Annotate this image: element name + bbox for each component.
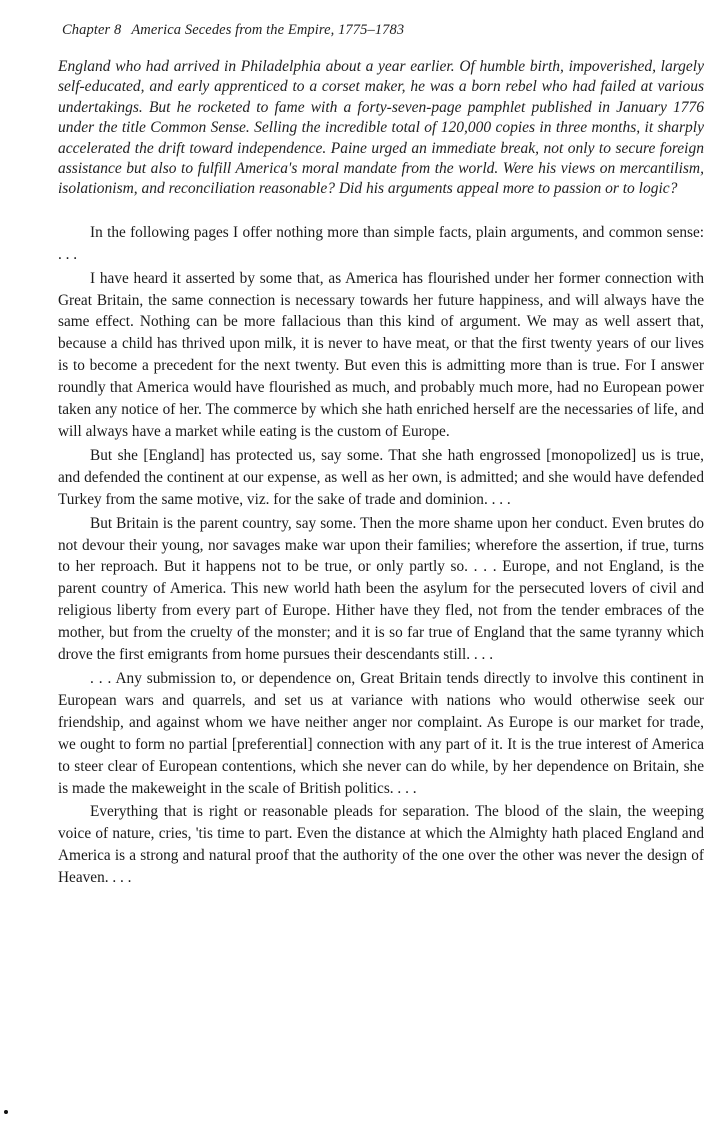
excerpt-paragraph: Everything that is right or reasonable pleads for separation. The blood of the slain, the weeping voice of nature, cries, 'tis time to part. Even the distance at which the Almighty hath placed England and America is a strong and natural proof that the authority of the one over the other was never the design of Heaven. . . . [58, 803, 704, 887]
excerpt-paragraph: I have heard it asserted by some that, as America has flourished under her former connection with Great Britain, the same connection is necessary towards her future happiness, and will always have the same effect. Nothing can be more fallacious than this kind of argument. We may as well assert that, because a child has thrived upon milk, it is never to have meat, or that the first twenty years of our lives is to become a precedent for the next twenty. But even this is admitting more than is true. For I answer roundly that America would have flourished as much, and probably much more, had no European power taken any notice of her. The commerce by which she hath enriched herself are the necessaries of life, and will always have a market while eating is the custom of Europe. [58, 269, 704, 440]
common-sense-excerpt [58, 222, 704, 889]
excerpt-paragraph: But Britain is the parent country, say some. Then the more shame upon her conduct. Even brutes do not devour their young, nor savages make war upon their families; wherefore the assertion, if true, turns to her reproach. But it happens not to be true, or only partly so. . . . Europe, and not England, is the parent country of America. This new world hath been the asylum for the persecuted lovers of civil and religious liberty from every part of Europe. Hither have they fled, not from the tender embraces of the mother, but from the cruelty of the monster; and it is so far true of England that the same tyranny which drove the first emigrants from home pursues their descendants still. . . . [58, 514, 704, 664]
intro-paragraph: England who had arrived in Philadelphia about a year earlier. Of humble birth, impoverished, largely self-educated, and early apprenticed to a corset maker, he was a born rebel who had failed at various undertakings. But he rocketed to fame with a forty-seven-page pamphlet published in January 1776 under the title Common Sense. Selling the incredible total of 120,000 copies in three months, it sharply accelerated the drift toward independence. Paine urged an immediate break, not only to secure foreign assistance but also to fulfill America's moral mandate from the world. Were his views on mercantilism, isolationism, and reconciliation reasonable? Did his arguments appeal more to passion or to logic? [58, 58, 704, 198]
excerpt-paragraph: But she [England] has protected us, say some. That she hath engrossed [monopolized] us is true, and defended the continent at our expense, as well as her own, is admitted; and she would have defended Turkey from the same motive, viz. for the sake of trade and dominion. . . . [58, 446, 704, 508]
excerpt-paragraph: In the following pages I offer nothing more than simple facts, plain arguments, and common sense: . . . [58, 223, 704, 263]
scan-speck [4, 1110, 8, 1114]
excerpt-paragraph: . . . Any submission to, or dependence on, Great Britain tends directly to involve this continent in European wars and quarrels, and set us at variance with nations who would otherwise seek our friendship, and against whom we have neither anger nor complaint. As Europe is our market for trade, we ought to form no partial [preferential] connection with any part of it. It is the true interest of America to steer clear of European contentions, which she never can do while, by her dependence on Britain, she is made the makeweight in the scale of British politics. . . . [58, 669, 704, 797]
chapter-title: America Secedes from the Empire, 1775–1783 [131, 22, 405, 38]
chapter-number: Chapter 8 [62, 22, 122, 38]
running-head [62, 22, 704, 39]
